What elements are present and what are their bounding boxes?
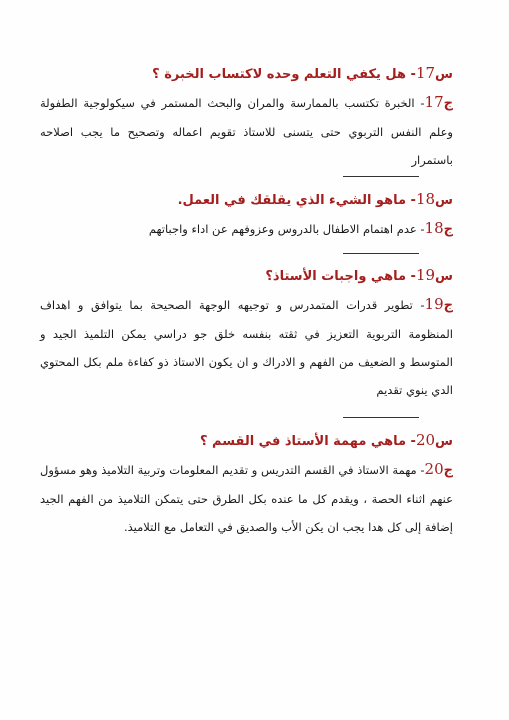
answer-19 [40,290,453,404]
answer-text: - مهمة الاستاذ في القسم التدريس و تقديم المعلومات وتربية التلاميذ وهو مسؤول عنهم اثناء الحصة ، ويقدم كل ما عنده بكل الطرق حتى يتمكن التلاميذ من الفهم الجيد إضافة إلى كل هدا يجب ان يكن الأب والصديق في التعامل مع التلاميذ. [40,463,453,534]
question-prefix: س [435,67,453,82]
question-number: 20 [415,431,436,449]
answer-17 [40,88,453,174]
question-18 [40,190,453,210]
question-17 [40,64,453,84]
separator-rule [343,417,419,418]
question-text: - هل يكفي التعلم وحده لاكتساب الخبرة ؟ [152,67,416,82]
qa-item-20 [40,431,453,541]
answer-number: 19 [424,295,444,313]
qa-item-18 [40,190,453,244]
answer-prefix: ج [443,463,453,478]
question-text: - ماهو الشيء الذي يقلقك في العمل. [177,193,416,208]
answer-number: 18 [424,219,444,237]
answer-prefix: ج [443,222,453,237]
question-text: - ماهي واجبات الأستاذ؟ [265,269,416,284]
question-20 [40,431,453,451]
qa-item-17 [40,64,453,174]
answer-20 [40,455,453,541]
answer-number: 20 [424,460,444,478]
question-number: 17 [415,64,436,82]
answer-number: 17 [424,93,444,111]
answer-text: - تطوير قدرات المتمدرس و توجيهه الوجهة الصحيحة بما يتوافق و اهداف المنظومة التربوية التعزيز في ثقته بنفسه خلق جو دراسي يمكن التلميذ الجيد و المتوسط و الضعيف من الفهم و الادراك و ان يكون الاستاذ ذو كفاءة ملم بكل المحتوي الدي ينوي تقديم [40,298,453,397]
question-19 [40,266,453,286]
question-prefix: س [435,193,453,208]
question-number: 19 [415,266,436,284]
answer-prefix: ج [443,298,453,313]
answer-prefix: ج [443,96,453,111]
separator-rule [343,253,419,254]
question-prefix: س [435,434,453,449]
answer-18 [40,214,453,244]
separator-rule [343,176,419,177]
answer-text: - عدم اهتمام الاطفال بالدروس وعزوفهم عن اداء واجباتهم [148,222,425,236]
question-text: - ماهي مهمة الأستاذ في القسم ؟ [199,434,416,449]
question-number: 18 [415,190,436,208]
question-prefix: س [435,269,453,284]
answer-text: - الخبرة تكتسب بالممارسة والمران والبحث المستمر في سيكولوجية الطفولة وعلم النفس التربوي حتى يتسنى للاستاذ تقويم اعماله وتصحيح ما يجب اصلاحه باستمرار [40,96,453,167]
qa-item-19 [40,266,453,404]
